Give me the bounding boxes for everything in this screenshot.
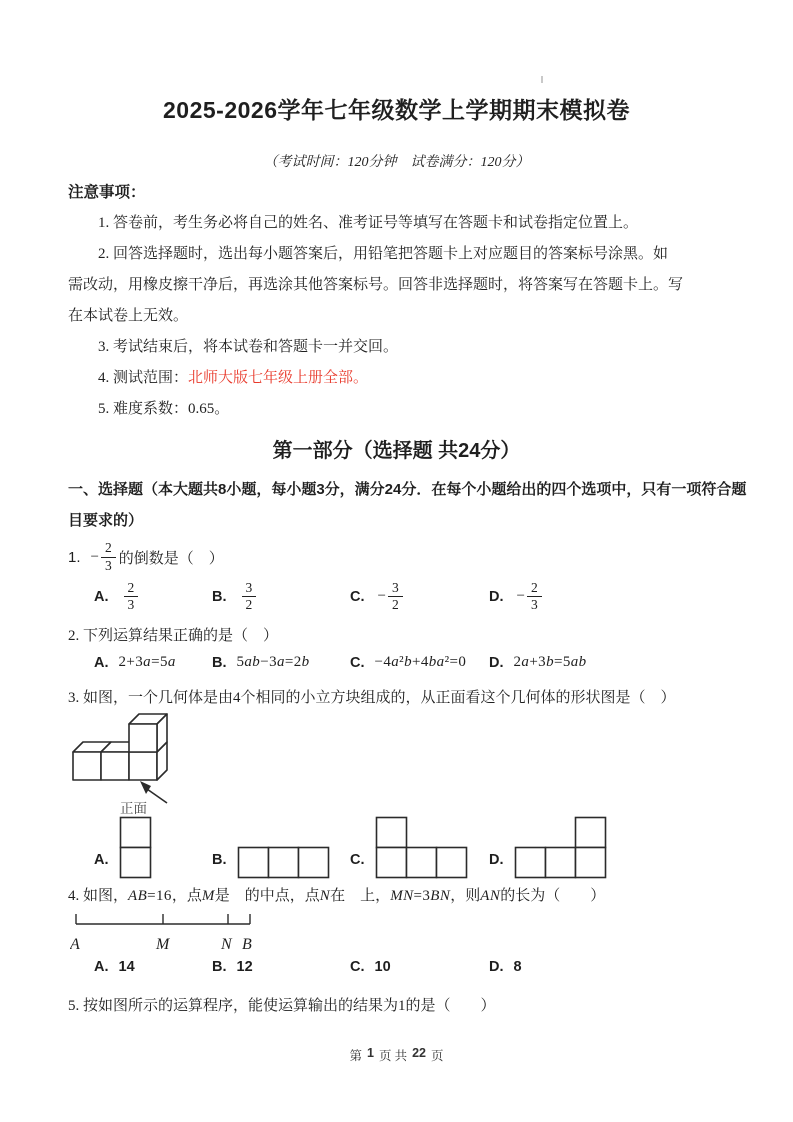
question-2-stem: 2. 下列运算结果正确的是（ ） [68,628,279,644]
q4-option-d: D. 8 [489,959,522,975]
question-3-stem: 3. 如图，一个几何体是由4个相同的小立方块组成的，从正面看这个几何体的形状图是（ ） [68,690,676,706]
notice-item-2-line-1: 2. 回答选择题时，选出每小题答案后，用铅笔把答题卡上对应题目的答案标号涂黑。如 [98,246,669,262]
q2-option-b: B. 5ab−3a=2b [212,654,310,671]
numberline-figure [70,908,260,954]
q3-option-d-figure [514,816,607,884]
q2-option-a: A. 2+3a=5a [94,654,176,671]
part1-heading: 第一部分（选择题 共24分） [272,440,521,462]
front-face-arrow [140,781,167,803]
question-1-stem-text: 的倒数是（ ） [118,550,224,567]
section1-intro [68,474,748,536]
question-5-stem: 5. 按如图所示的运算程序，能使运算输出的结果为1的是（ ） [68,998,496,1014]
footer-page-total: 22 [412,1046,426,1060]
exam-title: 2025-2026学年七年级数学上学期期末模拟卷 [163,97,630,123]
q4-option-a: A. 14 [94,959,135,975]
question-2-options [68,654,768,680]
q3-option-a-figure [119,816,152,884]
q3-option-d: D. [489,816,607,884]
question-1 [68,536,768,624]
q3-option-c-figure [375,816,468,884]
question-1-stem [68,536,768,578]
point-label-n: N [221,936,232,953]
notice-item-4-red-text: 北师大版七年级上册全部。 [188,370,369,386]
q3-cube-figure-wrap [70,710,768,822]
section1-intro-line-2: 目要求的） [68,512,144,529]
notice-item-5: 5. 难度系数：0.65。 [98,401,230,417]
question-4 [68,884,768,983]
notice-section [68,177,738,425]
q3-option-a: A. [94,816,152,884]
question-4-stem: 4. 如图，AB=16，点M是 的中点，点N在 上，MN=3BN，则AN的长为（ ） [68,888,606,904]
question-3-options [68,820,768,884]
front-face-label: 正面 [120,801,147,816]
q4-option-c: C. 10 [350,959,391,975]
exam-subtitle: （考试时间：120分钟 试卷满分：120分） [263,155,530,170]
question-1-number: 1. [68,548,81,566]
q1-option-a: A. $\frac{2}{3}$ [94,580,141,613]
question-4-options [68,959,768,983]
q3-option-b: B. [212,846,330,884]
section1-intro-line-1: 一、选择题（本大题共8小题，每小题3分，满分24分．在每个小题给出的四个选项中，只有一项符合题 [68,481,747,498]
q2-option-c: C. −4a²b+4ba²=0 [350,654,467,671]
point-label-a: A [70,936,80,953]
notice-item-1: 1. 答卷前，考生务必将自己的姓名、准考证号等填写在答题卡和试卷指定位置上。 [98,215,639,231]
cube-figure [70,710,190,817]
q1-option-d: D. − $\frac{2}{3}$ [489,580,545,613]
q4-option-b: B. 12 [212,959,253,975]
notice-item-4-prefix: 4. 测试范围： [98,370,189,386]
page-footer: 第 1 页 共 22 页 [349,1046,444,1063]
point-label-m: M [156,936,170,953]
q4-numberline-wrap [70,908,768,959]
q2-option-d: D. 2a+3b=5ab [489,654,587,671]
footer-page-number: 1 [367,1046,374,1060]
q3-option-b-figure [237,846,330,884]
question-5 [68,994,768,1018]
notice-item-2-line-2: 需改动，用橡皮擦干净后，再选涂其他答案标号。回答非选择题时，将答案写在答题卡上。写 [68,277,684,293]
point-label-b: B [242,936,252,953]
q3-option-c: C. [350,816,468,884]
question-1-fraction: − $\frac{2}{3}$ [91,540,116,573]
question-3 [68,686,768,884]
notice-item-2-line-3: 在本试卷上无效。 [68,308,189,324]
notice-item-4 [68,363,738,394]
question-2 [68,624,768,680]
scan-artifact [541,76,543,83]
notice-item-3: 3. 考试结束后，将本试卷和答题卡一并交回。 [98,339,399,355]
notice-heading: 注意事项： [68,184,146,201]
q1-option-c: C. − $\frac{3}{2}$ [350,580,406,613]
question-1-options [68,580,768,624]
q1-option-b: B. $\frac{3}{2}$ [212,580,259,613]
